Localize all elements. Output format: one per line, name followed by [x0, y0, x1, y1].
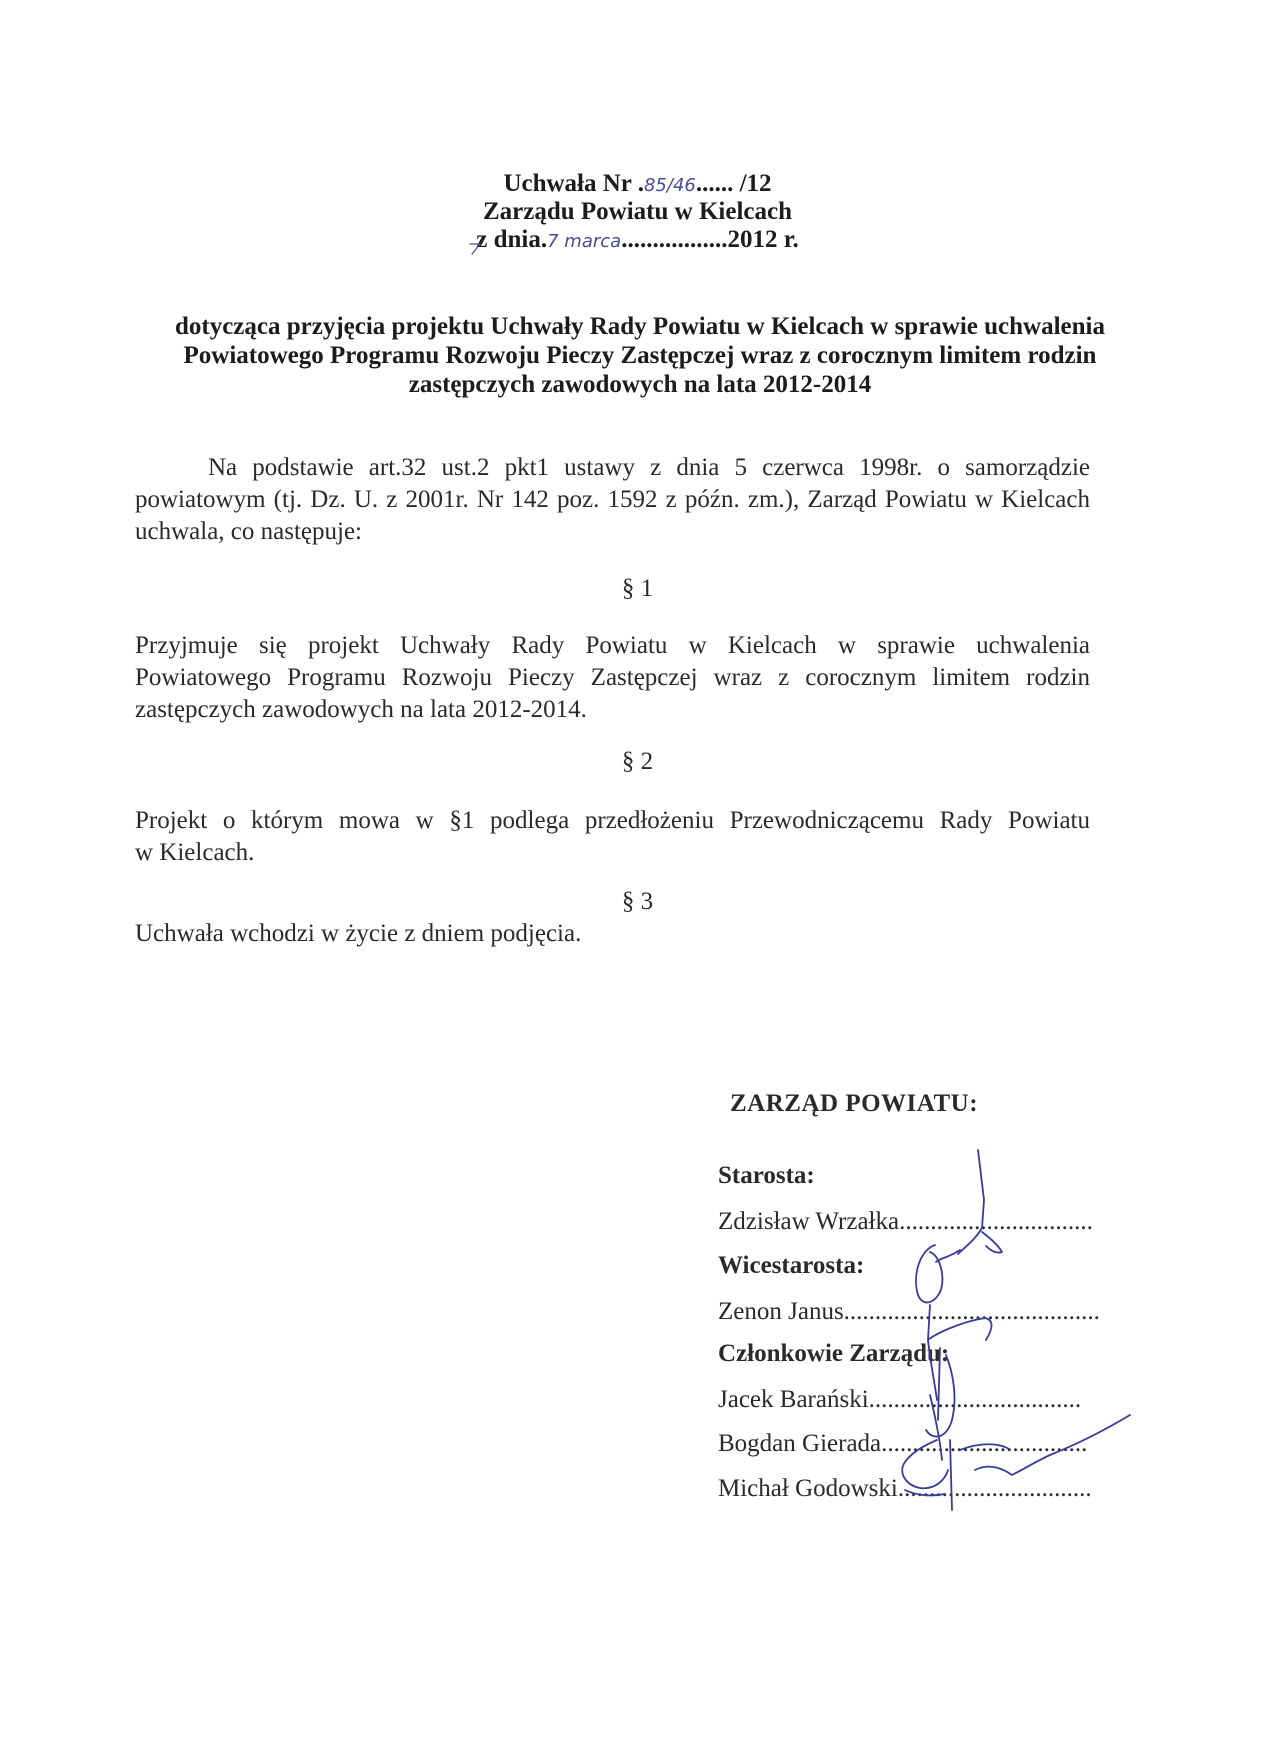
- starosta-label: Starosta:: [718, 1162, 815, 1189]
- member-signature-line: [718, 1386, 1081, 1414]
- issuing-body: Zarządu Powiatu w Kielcach: [482, 198, 792, 225]
- wicestarosta-signature-line: [718, 1298, 1100, 1326]
- subject-line: Powiatowego Programu Rozwoju Pieczy Zastępczej wraz z corocznym limitem rodzin: [183, 342, 1097, 369]
- resolution-date-suffix: 2012 r.: [727, 226, 799, 253]
- section-2-line: Projekt o którym mowa w §1 podlega przedłożeniu Przewodniczącemu Rady Powiatu: [135, 807, 1090, 834]
- member-name: Bogdan Gierada: [718, 1430, 882, 1457]
- wicestarosta-name: Zenon Janus: [718, 1298, 844, 1325]
- wicestarosta-label: Wicestarosta:: [718, 1252, 865, 1279]
- signature-dots: .........................................: [843, 1298, 1100, 1325]
- resolution-number-prefix: Uchwała Nr .: [503, 170, 644, 197]
- subject-line: zastępczych zawodowych na lata 2012-2014: [408, 371, 872, 398]
- signature-dots: ...............................: [897, 1475, 1092, 1502]
- board-members-label: Członkowie Zarządu:: [718, 1340, 950, 1367]
- section-mark-3: § 3: [621, 888, 654, 915]
- board-title: ZARZĄD POWIATU:: [730, 1090, 979, 1117]
- section-3-line: Uchwała wchodzi w życie z dniem podjęcia.: [135, 920, 582, 947]
- section-1-line: Powiatowego Programu Rozwoju Pieczy Zastępczej wraz z corocznym limitem rodzin: [135, 664, 1090, 691]
- signature-dots: .................................: [881, 1430, 1088, 1457]
- starosta-signature-line: [718, 1208, 1093, 1236]
- member-signature-line: [718, 1475, 1092, 1503]
- resolution-subject: [120, 312, 1160, 399]
- resolution-number-line: [0, 170, 1275, 198]
- signature-dots: ...............................: [899, 1208, 1093, 1235]
- resolution-date-dots: .................: [621, 226, 728, 253]
- resolution-number-suffix: /12: [733, 170, 772, 197]
- legal-basis-line: uchwala, co następuje:: [135, 518, 362, 545]
- starosta-name: Zdzisław Wrzałka: [718, 1208, 900, 1235]
- resolution-number-dots: ......: [695, 170, 734, 197]
- signature-dots: ..................................: [868, 1386, 1082, 1413]
- resolution-number-handwritten: 85/46: [643, 175, 696, 196]
- resolution-date-handwritten: 7 marca: [547, 231, 622, 252]
- resolution-header: [0, 170, 1275, 254]
- section-1-text: [135, 630, 1090, 726]
- section-1-line: Przyjmuje się projekt Uchwały Rady Powiatu w Kielcach w sprawie uchwalenia: [135, 632, 1090, 659]
- member-name: Michał Godowski: [718, 1475, 898, 1502]
- section-2-text: [135, 805, 1090, 869]
- member-signature-line: [718, 1430, 1087, 1458]
- legal-basis-paragraph: [135, 452, 1090, 548]
- resolution-date-line: [0, 226, 1275, 254]
- subject-line: dotycząca przyjęcia projektu Uchwały Rady Powiatu w Kielcach w sprawie uchwalenia: [174, 313, 1105, 340]
- section-1-line: zastępczych zawodowych na lata 2012-2014.: [135, 696, 587, 723]
- starosta-signature: [936, 1150, 1002, 1262]
- member-name: Jacek Barański: [718, 1386, 869, 1413]
- section-mark-1: § 1: [621, 575, 654, 602]
- section-mark-2: § 2: [621, 748, 654, 775]
- legal-basis-line: powiatowym (tj. Dz. U. z 2001r. Nr 142 poz. 1592 z późn. zm.), Zarząd Powiatu w Kielcach: [135, 486, 1090, 513]
- section-3-text: [135, 918, 1090, 950]
- resolution-date-prefix: z dnia.: [476, 226, 548, 253]
- section-2-line: w Kielcach.: [135, 839, 255, 866]
- legal-basis-line: Na podstawie art.32 ust.2 pkt1 ustawy z dnia 5 czerwca 1998r. o samorządzie: [208, 454, 1090, 481]
